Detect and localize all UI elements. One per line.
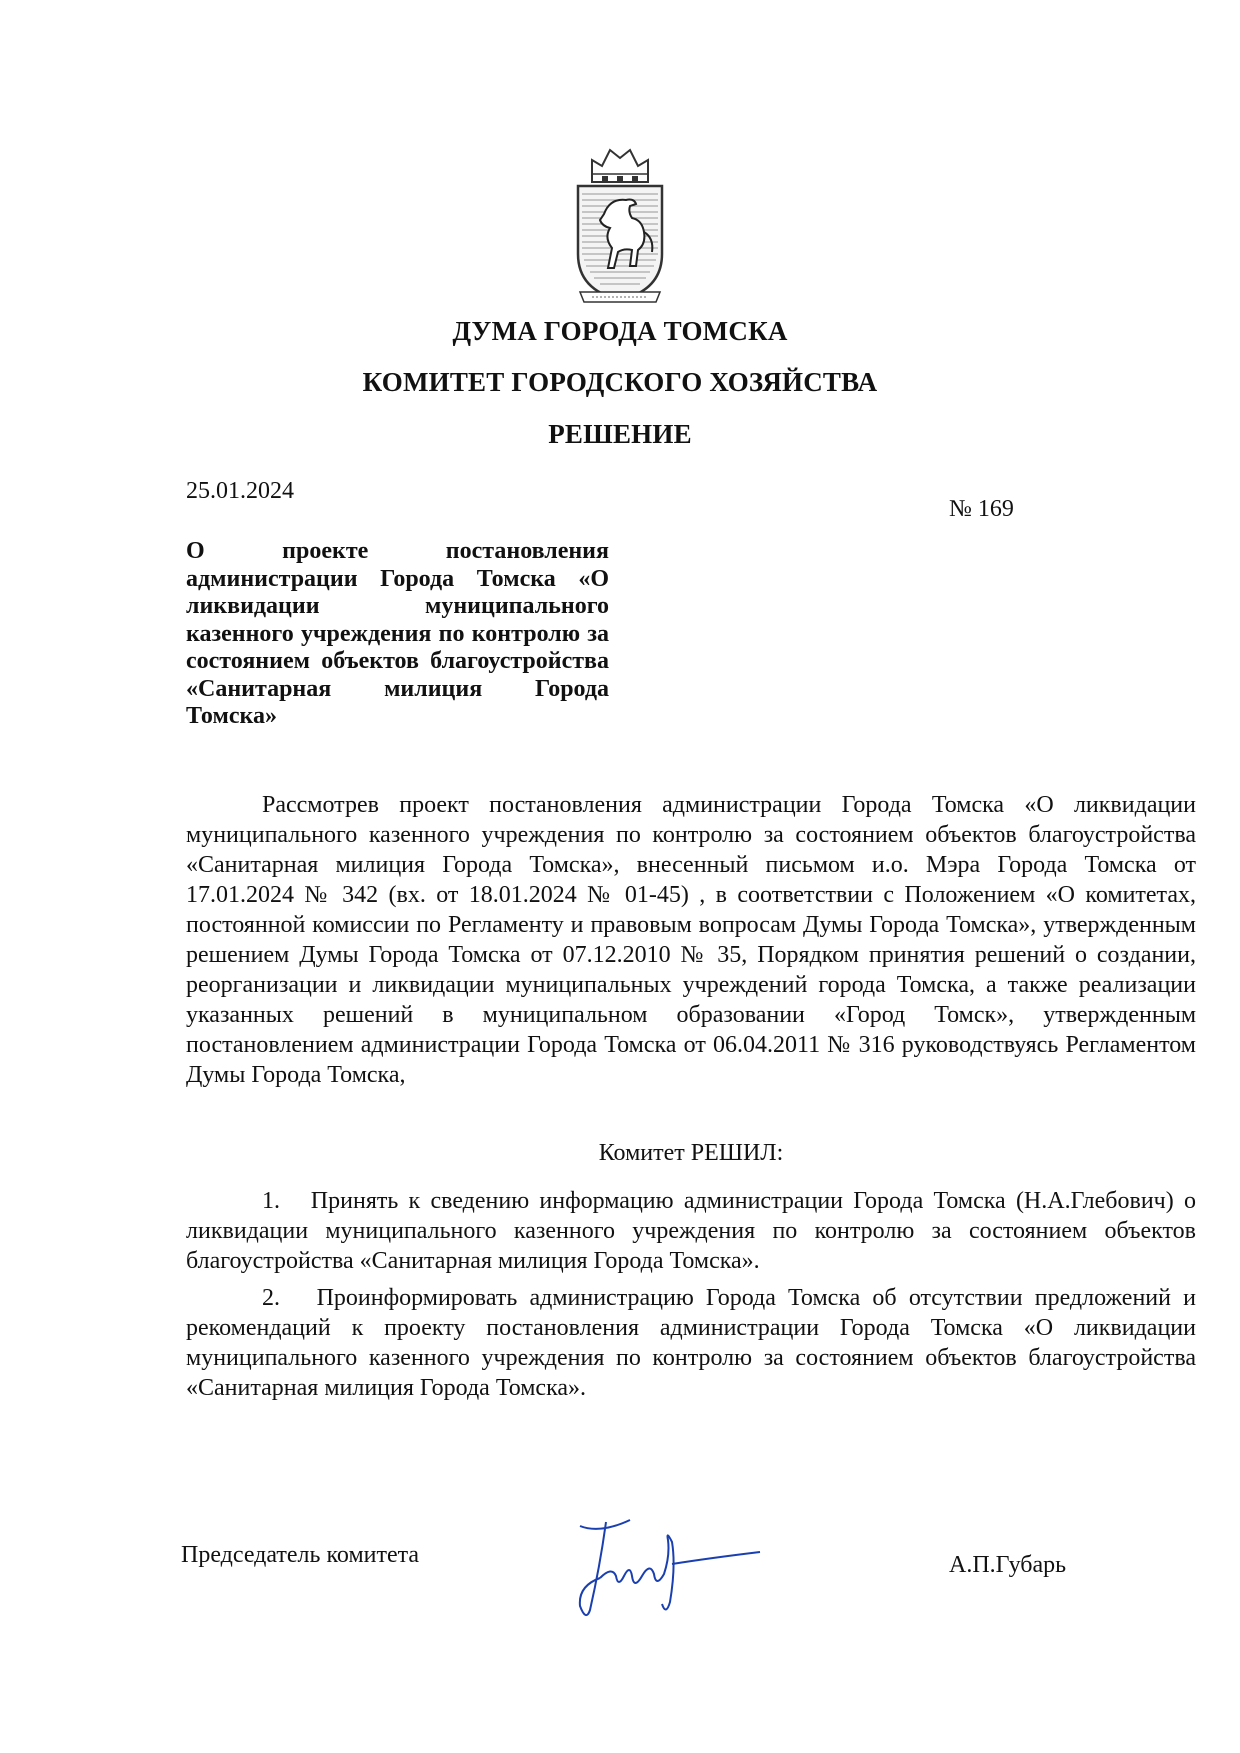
signatory-title: Председатель комитета (181, 1542, 420, 1568)
decision-date: 25.01.2024 (186, 478, 294, 504)
decided-heading: Комитет РЕШИЛ: (598, 1140, 784, 1166)
item-number: 2. (262, 1285, 280, 1311)
city-coat-of-arms-icon (570, 142, 670, 312)
item-text: Проинформировать администрацию Города Томска об отсутствии предложений и рекомендаций к проекту постановления администрации Города Томска «О ликвидации муниципального казенного учреждения по контролю за состоянием объектов благоустройства «Санитарная милиция Города Томска». (186, 1285, 1196, 1401)
decision-number: № 169 (949, 496, 1014, 522)
item-number: 1. (262, 1188, 280, 1214)
signatory-name: А.П.Губарь (949, 1552, 1067, 1578)
item-text: Принять к сведению информацию администрации Города Томска (Н.А.Глебович) о ликвидации муниципального казенного учреждения по контролю за состоянием объектов благоустройства «Санитарная милиция Города Томска». (186, 1188, 1197, 1274)
committee-title: КОМИТЕТ ГОРОДСКОГО ХОЗЯЙСТВА (362, 367, 878, 397)
org-title: ДУМА ГОРОДА ТОМСКА (452, 316, 788, 346)
decision-item (186, 1186, 1196, 1276)
decision-item (186, 1283, 1196, 1403)
preamble-paragraph: Рассмотрев проект постановления администрации Города Томска «О ликвидации муниципального казенного учреждения по контролю за состоянием объектов благоустройства «Санитарная милиция Города Томска», внесенный письмом и.о. Мэра Города Томска от 17.01.2024 № 342 (вх. от 18.01.2024 № 01-45) , в соответствии с Положением «О комитетах, постоянной комиссии по Регламенту и правовым вопросам Думы Города Томска», утвержденным решением Думы Города Томска от 07.12.2010 № 35, Порядком принятия решений о создании, реорганизации и ликвидации муниципальных учреждений города Томска, а также реализации указанных решений в муниципальном образовании «Город Томск», утвержденным постановлением администрации Города Томска от 06.04.2011 № 316 руководствуясь Регламентом Думы Города Томска, (186, 792, 1196, 1088)
handwritten-signature (560, 1506, 790, 1626)
doc-type-title: РЕШЕНИЕ (548, 419, 692, 449)
decision-subject: О проекте постановления администрации Города Томска «О ликвидации муниципального казенного учреждения по контролю за состоянием объектов благоустройства «Санитарная милиция Города Томска» (186, 538, 609, 729)
